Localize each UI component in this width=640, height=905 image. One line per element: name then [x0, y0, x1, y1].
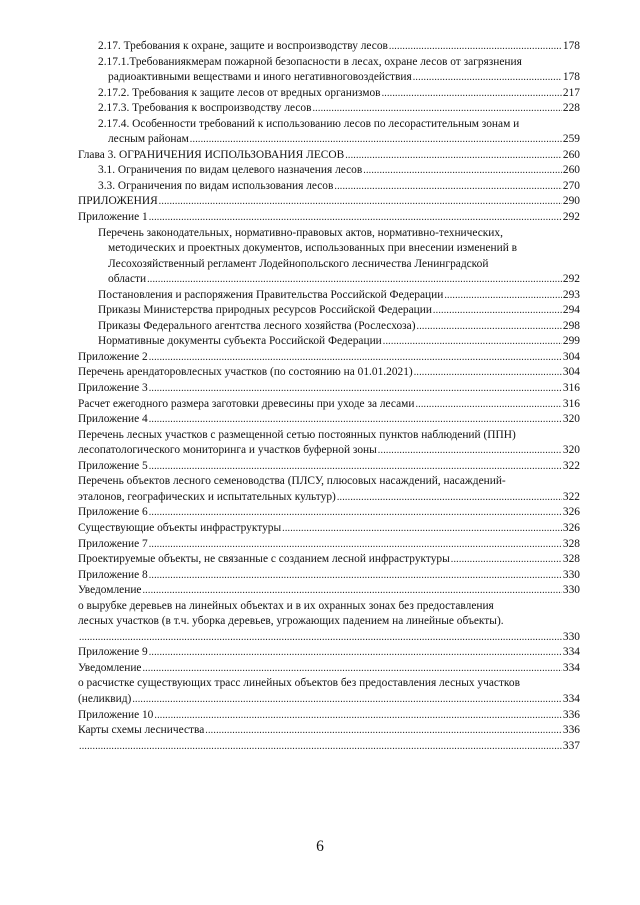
toc-entry-text-line: методических и проектных документов, использованных при внесении изменений в	[108, 242, 518, 255]
toc-leader-row	[78, 397, 580, 413]
toc-entry	[78, 117, 580, 148]
dot-leader	[159, 194, 562, 210]
toc-entry	[78, 226, 580, 288]
toc-entry	[78, 381, 580, 397]
toc-page-number: 228	[562, 102, 580, 115]
toc-entry-text-line: Лесохозяйственный регламент Лодейнопольского лесничества Ленинградской	[108, 257, 489, 270]
toc-entry-title: Постановления и распоряжения Правительства Российской Федерации	[98, 288, 444, 301]
dot-leader	[142, 583, 561, 599]
toc-entry-text-line: о расчистке существующих трасс линейных объектов без предоставления лесных участков	[78, 677, 520, 690]
toc-entry	[78, 86, 580, 102]
dot-leader	[383, 334, 562, 350]
toc-leader-row	[78, 272, 580, 288]
toc-entry	[78, 723, 580, 739]
toc-entry-title: 3.3. Ограничения по видам использования лесов	[98, 179, 334, 192]
dot-leader	[414, 365, 562, 381]
dot-leader	[149, 505, 562, 521]
toc-page-number: 328	[562, 537, 580, 550]
dot-leader	[147, 272, 562, 288]
toc-entry	[78, 55, 580, 86]
toc-entry-title: Существующие объекты инфраструктуры	[78, 521, 282, 534]
toc-entry	[78, 552, 580, 568]
toc-page-number: 337	[562, 739, 580, 752]
toc-page-number: 298	[562, 319, 580, 332]
toc-entry	[78, 645, 580, 661]
toc-page-number: 336	[562, 708, 580, 721]
toc-entry	[78, 474, 580, 505]
toc-page-number: 299	[562, 335, 580, 348]
toc-entry-title: Приложение 9	[78, 646, 148, 659]
dot-leader	[433, 303, 562, 319]
toc-page-number: 316	[562, 397, 580, 410]
toc-leader-row	[78, 365, 580, 381]
toc-page-number: 290	[562, 195, 580, 208]
toc-entry	[78, 739, 580, 755]
toc-leader-row	[78, 739, 580, 755]
toc-page-number: 270	[562, 179, 580, 192]
toc-leader-row	[78, 521, 580, 537]
dot-leader	[363, 163, 562, 179]
toc-entry-text-line: 2.17.4. Особенности требований к использованию лесов по лесорастительным зонам и	[98, 117, 520, 130]
toc-entry	[78, 365, 580, 381]
toc-entry-title: 2.17.3. Требования к воспроизводству лесов	[98, 102, 312, 115]
toc-entry-title: Приложение 6	[78, 506, 148, 519]
dot-leader	[132, 692, 562, 708]
page-number: 6	[316, 838, 324, 855]
toc-leader-row	[78, 537, 580, 553]
toc-page-number: 330	[562, 568, 580, 581]
toc-entry	[78, 583, 580, 599]
toc-entry-title: Нормативные документы субъекта Российской Федерации	[98, 335, 382, 348]
toc-entry	[78, 350, 580, 366]
toc-page-number: 330	[562, 584, 580, 597]
toc-entry	[78, 708, 580, 724]
toc-page-number: 328	[562, 553, 580, 566]
toc-entry-title: ПРИЛОЖЕНИЯ	[78, 195, 158, 208]
dot-leader	[190, 132, 562, 148]
dot-leader	[205, 723, 562, 739]
toc-entry-title: Карты схемы лесничества	[78, 724, 205, 737]
toc-leader-row	[78, 692, 580, 708]
toc-page-number: 334	[562, 646, 580, 659]
toc-entry	[78, 288, 580, 304]
toc-leader-row	[78, 583, 580, 599]
toc-entry	[78, 334, 580, 350]
toc-entry	[78, 537, 580, 553]
toc-entry	[78, 194, 580, 210]
toc-entry	[78, 101, 580, 117]
toc-entry-text-line: лесных участков (в т.ч. уборка деревьев, угрожающих падением на линейные объекты).	[78, 615, 504, 628]
toc-entry	[78, 319, 580, 335]
toc-entry-title: Приложение 1	[78, 211, 148, 224]
toc-entry	[78, 163, 580, 179]
toc-leader-row	[78, 381, 580, 397]
dot-leader	[149, 412, 562, 428]
dot-leader	[389, 39, 562, 55]
toc-leader-row	[78, 505, 580, 521]
toc-leader-row	[78, 179, 580, 195]
toc-entry	[78, 210, 580, 226]
toc-page-number: 293	[562, 288, 580, 301]
toc-entry-title: области	[108, 273, 147, 286]
toc-entry-title: Глава 3. ОГРАНИЧЕНИЯ ИСПОЛЬЗОВАНИЯ ЛЕСОВ	[78, 148, 345, 161]
toc-entry-title: Проектируемые объекты, не связанные с созданием лесной инфраструктуры	[78, 553, 450, 566]
toc-page-number: 330	[562, 630, 580, 643]
toc-page-number: 326	[562, 506, 580, 519]
toc-entry-title: эталонов, географических и испытательных культур)	[78, 490, 336, 503]
dot-leader	[149, 568, 562, 584]
toc-leader-row	[78, 39, 580, 55]
toc-entry-title: Уведомление	[78, 584, 142, 597]
toc-leader-row	[78, 101, 580, 117]
toc-entry-title: радиоактивными веществами и иного негативноговоздействия	[108, 71, 412, 84]
toc-leader-row	[78, 350, 580, 366]
toc-leader-row	[78, 552, 580, 568]
toc-entry-title: Приложение 3	[78, 382, 148, 395]
dot-leader	[79, 739, 562, 755]
dot-leader	[415, 397, 561, 413]
toc-leader-row	[78, 148, 580, 164]
toc-page-number: 260	[562, 148, 580, 161]
toc-entry-title: лесным районам	[108, 133, 189, 146]
toc-entry	[78, 505, 580, 521]
toc-entry	[78, 521, 580, 537]
toc-page-number: 334	[562, 692, 580, 705]
toc-entry-text-line: Перечень лесных участков с размещенной сетью постоянных пунктов наблюдений (ППН)	[78, 428, 516, 441]
toc-entry-text-line: о вырубке деревьев на линейных объектах и в их охранных зонах без предоставления	[78, 599, 494, 612]
toc-entry	[78, 568, 580, 584]
toc-leader-row	[78, 86, 580, 102]
toc-leader-row	[78, 163, 580, 179]
dot-leader	[149, 645, 562, 661]
dot-leader	[282, 521, 562, 537]
toc-entry-title: Приказы Министерства природных ресурсов Российской Федерации	[98, 304, 432, 317]
toc-entry-title: Приложение 5	[78, 459, 148, 472]
toc-entry	[78, 459, 580, 475]
dot-leader	[154, 708, 562, 724]
toc-page-number: 292	[562, 273, 580, 286]
toc-leader-row	[78, 194, 580, 210]
dot-leader	[149, 381, 562, 397]
toc-leader-row	[78, 412, 580, 428]
dot-leader	[142, 661, 561, 677]
toc-entry-text-line: Перечень объектов лесного семеноводства (ПЛСУ, плюсовых насаждений, насаждений-	[78, 475, 506, 488]
toc-page-number: 320	[562, 444, 580, 457]
toc-entry	[78, 303, 580, 319]
toc-entry-text-line: Перечень законодательных, нормативно-правовых актов, нормативно-технических,	[98, 226, 503, 239]
toc-leader-row	[78, 210, 580, 226]
toc-leader-row	[78, 288, 580, 304]
toc-page-number: 292	[562, 211, 580, 224]
toc-entry-title: Приложение 7	[78, 537, 148, 550]
dot-leader	[312, 101, 561, 117]
toc-entry-title: Приложение 10	[78, 708, 154, 721]
dot-leader	[149, 459, 562, 475]
toc-entry	[78, 412, 580, 428]
toc-leader-row	[78, 303, 580, 319]
toc-leader-row	[78, 319, 580, 335]
toc-entry-text-line: 2.17.1.Требованиякмерам пожарной безопасности в лесах, охране лесов от загрязнения	[98, 55, 522, 68]
toc-leader-row	[78, 132, 580, 148]
toc-entry-title: Приложение 8	[78, 568, 148, 581]
toc-page-number: 178	[562, 71, 580, 84]
toc-entry-title: Приложение 4	[78, 413, 148, 426]
toc-entry-title: Перечень арендаторовлесных участков (по состоянию на 01.01.2021)	[78, 366, 413, 379]
toc-leader-row	[78, 459, 580, 475]
toc-page-number: 334	[562, 661, 580, 674]
toc-entry	[78, 39, 580, 55]
toc-page-number: 294	[562, 304, 580, 317]
toc-page-number: 316	[562, 382, 580, 395]
toc-leader-row	[78, 661, 580, 677]
toc-leader-row	[78, 334, 580, 350]
dot-leader	[149, 350, 562, 366]
toc-entry	[78, 148, 580, 164]
toc-leader-row	[78, 443, 580, 459]
dot-leader	[378, 443, 562, 459]
toc-page-number: 259	[562, 133, 580, 146]
toc-page-number: 336	[562, 724, 580, 737]
toc-entry	[78, 179, 580, 195]
dot-leader	[334, 179, 562, 195]
toc-page-number: 178	[562, 40, 580, 52]
toc-entry-title: Расчет ежегодного размера заготовки древесины при уходе за лесами	[78, 397, 415, 410]
dot-leader	[413, 70, 562, 86]
toc-page-number: 260	[562, 164, 580, 177]
toc-page-number: 320	[562, 413, 580, 426]
toc-entry-title: лесопатологического мониторинга и участков буферной зоны	[78, 444, 377, 457]
toc-page-number: 217	[562, 86, 580, 99]
toc-entry-title: 3.1. Ограничения по видам целевого назначения лесов	[98, 164, 363, 177]
toc-leader-row	[78, 70, 580, 86]
dot-leader	[345, 148, 562, 164]
toc-page-number: 322	[562, 459, 580, 472]
toc-leader-row	[78, 723, 580, 739]
toc-entry	[78, 428, 580, 459]
toc-entry-title: Уведомление	[78, 661, 142, 674]
table-of-contents	[78, 39, 580, 754]
toc-entry	[78, 676, 580, 707]
toc-leader-row	[78, 630, 580, 646]
toc-leader-row	[78, 708, 580, 724]
toc-leader-row	[78, 568, 580, 584]
dot-leader	[149, 537, 562, 553]
toc-entry-title: (неликвид)	[78, 692, 132, 705]
toc-entry	[78, 397, 580, 413]
dot-leader	[79, 630, 562, 646]
toc-entry-title: Приказы Федерального агентства лесного хозяйства (Рослесхоза)	[98, 319, 416, 332]
toc-page-number: 326	[562, 521, 580, 534]
dot-leader	[451, 552, 562, 568]
dot-leader	[444, 288, 562, 304]
dot-leader	[417, 319, 562, 335]
toc-entry	[78, 599, 580, 646]
toc-entry	[78, 661, 580, 677]
toc-entry-title: 2.17.2. Требования к защите лесов от вредных организмов	[98, 86, 381, 99]
toc-entry-title: 2.17. Требования к охране, защите и воспроизводству лесов	[98, 40, 388, 52]
toc-page-number: 304	[562, 366, 580, 379]
toc-leader-row	[78, 490, 580, 506]
toc-page-number: 304	[562, 350, 580, 363]
dot-leader	[149, 210, 562, 226]
dot-leader	[382, 86, 562, 102]
toc-leader-row	[78, 645, 580, 661]
dot-leader	[337, 490, 562, 506]
toc-page-number: 322	[562, 490, 580, 503]
toc-entry-title: Приложение 2	[78, 350, 148, 363]
